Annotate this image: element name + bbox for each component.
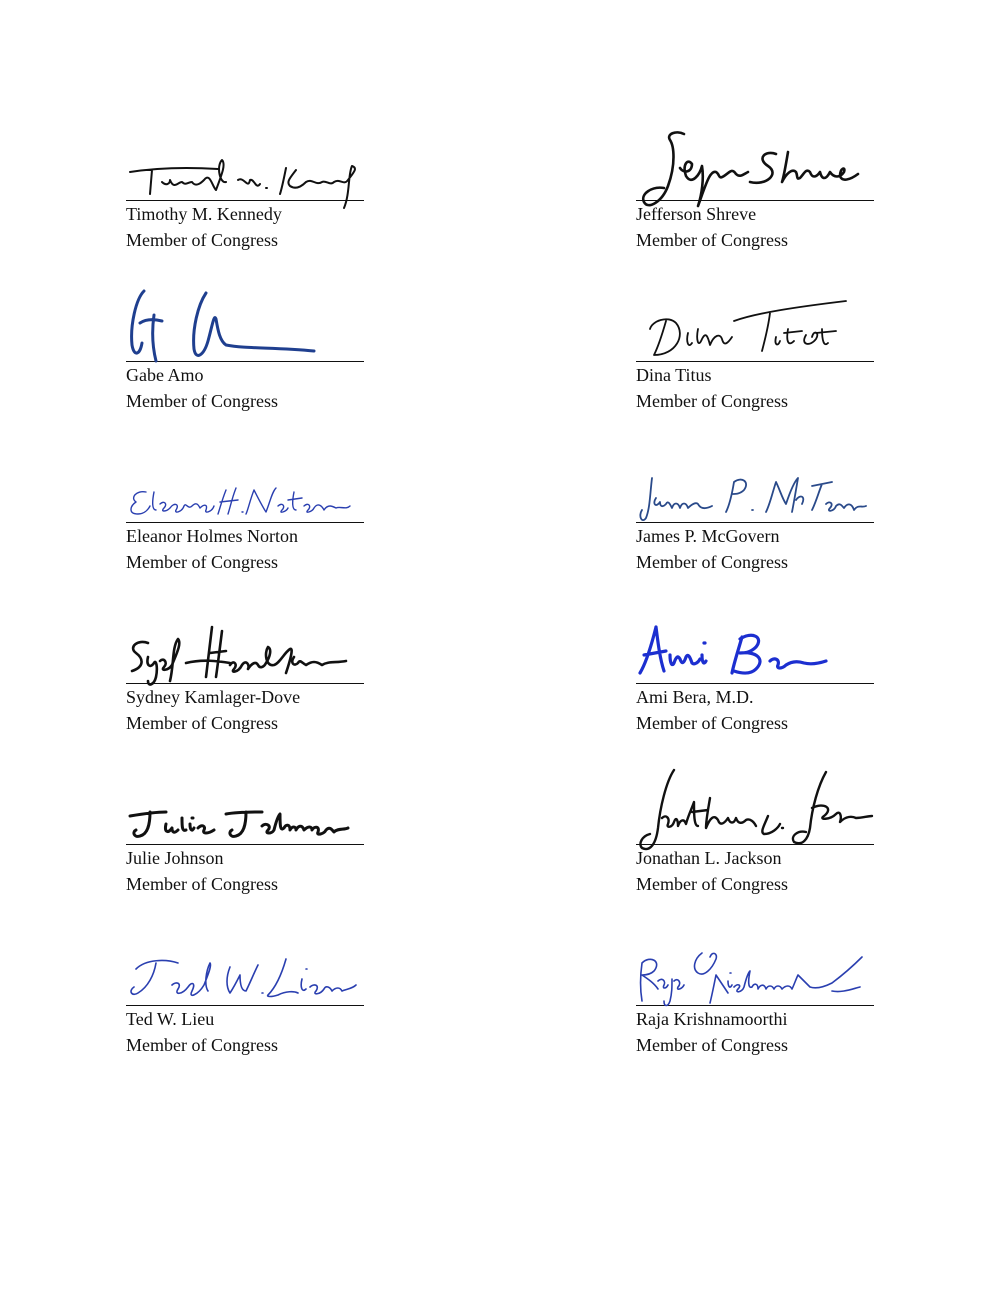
handwritten-signature <box>126 446 364 530</box>
signatory-name: James P. McGovern <box>636 526 780 546</box>
signatory-name: Ted W. Lieu <box>126 1009 215 1029</box>
signatory-name: Timothy M. Kennedy <box>126 204 282 224</box>
signatory-title: Member of Congress <box>126 230 278 250</box>
handwritten-signature <box>636 768 874 852</box>
signature-block-mcgovern <box>636 452 874 575</box>
signatory-title: Member of Congress <box>636 874 788 894</box>
signature-line <box>636 130 874 201</box>
signatory-title: Member of Congress <box>636 713 788 733</box>
signature-line <box>126 130 364 201</box>
signature-line <box>636 935 874 1006</box>
signature-block-kamlager-dove <box>126 613 364 736</box>
handwritten-signature <box>636 285 874 369</box>
signatory-title: Member of Congress <box>636 391 788 411</box>
signatory-name: Jonathan L. Jackson <box>636 848 782 868</box>
handwritten-signature <box>636 607 874 691</box>
signature-block-shreve <box>636 130 874 253</box>
signature-block-amo <box>126 291 364 414</box>
handwritten-signature <box>636 124 874 208</box>
handwritten-signature <box>636 929 874 1013</box>
signature-line <box>126 613 364 684</box>
signature-line <box>126 935 364 1006</box>
signatory-title: Member of Congress <box>126 713 278 733</box>
signature-block-kennedy <box>126 130 364 253</box>
signature-line <box>126 291 364 362</box>
signatory-title: Member of Congress <box>126 391 278 411</box>
signature-block-jackson <box>636 774 874 897</box>
signatory-name: Julie Johnson <box>126 848 224 868</box>
signatory-title: Member of Congress <box>126 552 278 572</box>
signature-line <box>126 774 364 845</box>
signature-block-johnson <box>126 774 364 897</box>
signature-line <box>636 774 874 845</box>
handwritten-signature <box>126 124 364 208</box>
signatory-name: Sydney Kamlager-Dove <box>126 687 301 707</box>
signature-line <box>636 452 874 523</box>
signatory-name: Raja Krishnamoorthi <box>636 1009 788 1029</box>
signatory-title: Member of Congress <box>636 1035 788 1055</box>
signature-block-lieu <box>126 935 364 1058</box>
signature-block-norton <box>126 452 364 575</box>
handwritten-signature <box>126 768 364 852</box>
signature-block-titus <box>636 291 874 414</box>
handwritten-signature <box>126 607 364 691</box>
signatory-title: Member of Congress <box>636 552 788 572</box>
signature-block-bera <box>636 613 874 736</box>
signature-line <box>636 291 874 362</box>
signatory-title: Member of Congress <box>126 1035 278 1055</box>
signature-line <box>126 452 364 523</box>
signatory-name: Ami Bera, M.D. <box>636 687 754 707</box>
signatory-name: Jefferson Shreve <box>636 204 757 224</box>
handwritten-signature <box>636 446 874 530</box>
signatory-title: Member of Congress <box>636 230 788 250</box>
handwritten-signature <box>126 285 364 369</box>
signature-line <box>636 613 874 684</box>
signatory-name: Gabe Amo <box>126 365 204 385</box>
signatory-name: Eleanor Holmes Norton <box>126 526 298 546</box>
signatory-title: Member of Congress <box>126 874 278 894</box>
handwritten-signature <box>126 929 364 1013</box>
signatory-name: Dina Titus <box>636 365 712 385</box>
signature-block-krishnamoorthi <box>636 935 874 1058</box>
